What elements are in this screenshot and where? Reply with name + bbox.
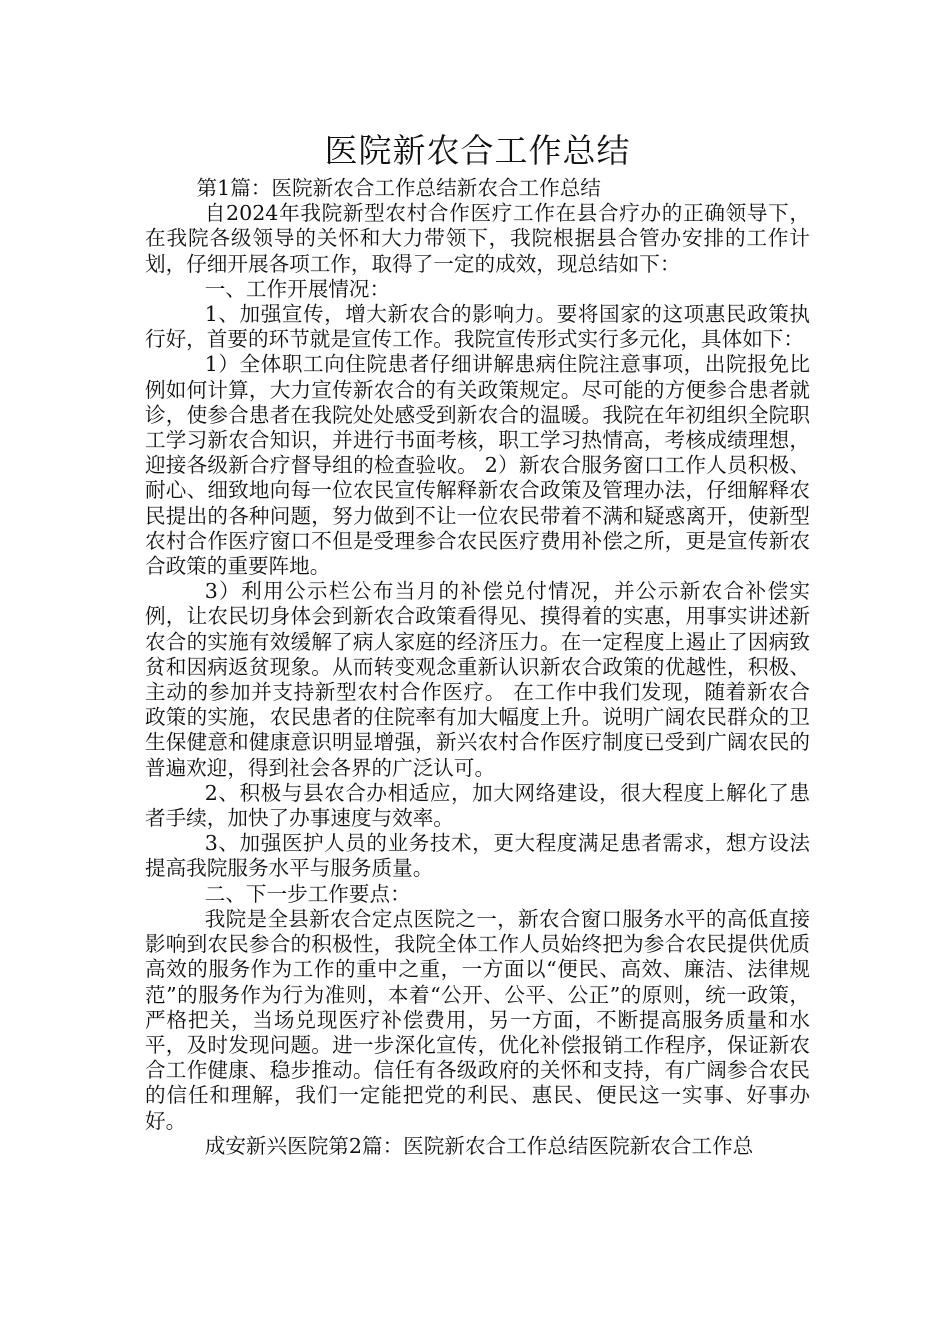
document-body — [145, 176, 810, 1159]
document-title: 医院新农合工作总结 — [324, 131, 631, 170]
paragraph-closing: 成安新兴医院第2篇：医院新农合工作总结医院新农合工作总 — [204, 1133, 754, 1158]
paragraph-item-2: 2、积极与县农合办相适应，加大网络建设，很大程度上解化了患者手续，加快了办事速度与效率。 — [145, 780, 810, 831]
paragraph-item-1-1: 1）全体职工向住院患者仔细讲解患病住院注意事项，出院报免比例如何计算，大力宣传新农合的有关政策规定。尽可能的方便参合患者就诊，使参合患者在我院处处感受到新农合的温暖。我院在年初组织全院职工学习新农合知识，并进行书面考核，职工学习热情高，考核成绩理想，迎接各级新合疗督导组的检查验收。 2）新农合服务窗口工作人员积极、耐心、细致地向每一位农民宣传解释新农合政策及管理办法，仔细解释农民提出的各种问题，努力做到不让一位农民带着不满和疑惑离开，使新型农村合作医疗窗口不但是受理参合农民医疗费用补偿之所，更是宣传新农合政策的重要阵地。 — [145, 352, 810, 579]
section-heading-2: 二、下一步工作要点： — [204, 881, 411, 906]
paragraph-item-1-3: 3）利用公示栏公布当月的补偿兑付情况，并公示新农合补偿实例，让农民切身体会到新农合政策看得见、摸得着的实惠，用事实讲述新农合的实施有效缓解了病人家庭的经济压力。在一定程度上遏止了因病致贫和因病返贫现象。从而转变观念重新认识新农合政策的优越性，积极、主动的参加并支持新型农村合作医疗。 在工作中我们发现，随着新农合政策的实施，农民患者的住院率有加大幅度上升。说明广阔农民群众的卫生保健意和健康意识明显增强，新兴农村合作医疗制度已受到广阔农民的普遍欢迎，得到社会各界的广泛认可。 — [145, 579, 810, 780]
paragraph-intro: 自2024年我院新型农村合作医疗工作在县合疗办的正确领导下，在我院各级领导的关怀和大力带领下，我院根据县合管办安排的工作计划，仔细开展各项工作，取得了一定的成效，现总结如下： — [145, 201, 810, 276]
document-subtitle: 第1篇：医院新农合工作总结新农合工作总结 — [196, 176, 601, 200]
section-heading-1: 一、工作开展情况： — [204, 276, 391, 301]
paragraph-next-steps: 我院是全县新农合定点医院之一，新农合窗口服务水平的高低直接影响到农民参合的积极性，我院全体工作人员始终把为参合农民提供优质高效的服务作为工作的重中之重，一方面以“便民、高效、廉洁、法律规范”的服务作为行为准则，本着“公开、公平、公正”的原则，统一政策，严格把关，当场兑现医疗补偿费用，另一方面，不断提高服务质量和水平，及时发现问题。进一步深化宣传，优化补偿报销工作程序，保证新农合工作健康、稳步推动。信任有各级政府的关怀和支持，有广阔参合农民的信任和理解，我们一定能把党的利民、惠民、便民这一实事、好事办好。 — [145, 906, 810, 1133]
paragraph-item-1: 1、加强宣传，增大新农合的影响力。要将国家的这项惠民政策执行好，首要的环节就是宣传工作。我院宣传形式实行多元化，具体如下： — [145, 302, 810, 352]
document-page — [145, 128, 810, 1159]
paragraph-item-3: 3、加强医护人员的业务技术，更大程度满足患者需求，想方设法提高我院服务水平与服务质量。 — [145, 831, 810, 881]
